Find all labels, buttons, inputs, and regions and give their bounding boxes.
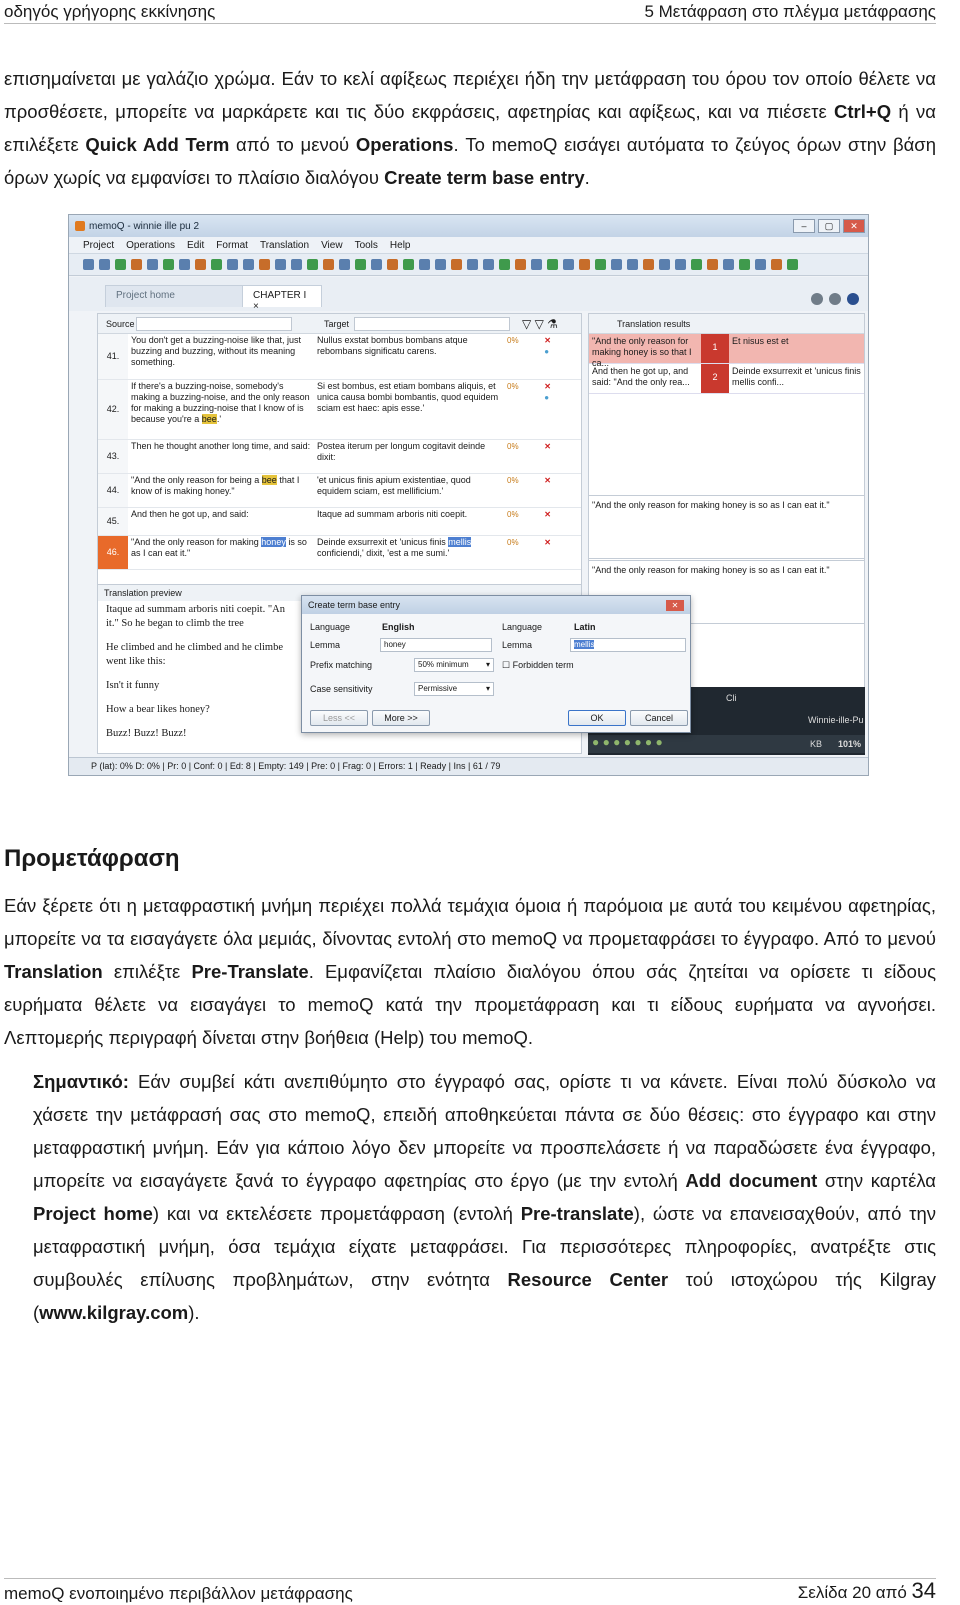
result-preview-a: "And the only reason for making honey is so as I can eat it."	[588, 495, 865, 559]
tab-chapter-i[interactable]	[242, 285, 322, 312]
forbidden-label: Forbidden term	[512, 660, 574, 670]
section-title: Προμετάφραση	[4, 845, 180, 872]
toolbar-icon[interactable]	[339, 259, 350, 270]
toolbar-icon[interactable]	[675, 259, 686, 270]
target-cell[interactable]: Postea iterum per longum cogitavit deinde dixit:	[317, 441, 486, 462]
nav-forward-icon[interactable]	[829, 293, 841, 305]
add-document-command: Add document	[685, 1170, 818, 1191]
result-row[interactable]	[589, 364, 864, 394]
text: επιλέξτε	[102, 961, 192, 982]
toolbar-icon[interactable]	[547, 259, 558, 270]
close-tab-icon[interactable]: ×	[253, 301, 259, 312]
more-button[interactable]: More >>	[372, 710, 430, 726]
match-percent: 0%	[507, 476, 519, 485]
toolbar-icon[interactable]	[227, 259, 238, 270]
table-row[interactable]	[98, 440, 581, 474]
source-cell[interactable]: You don't get a buzzing-noise like that, just buzzing and buzzing, without its meaning something.	[131, 335, 301, 367]
selected-term: honey	[261, 537, 286, 547]
toolbar-icon[interactable]	[403, 259, 414, 270]
source-cell[interactable]: Then he thought another long time, and said:	[131, 441, 311, 451]
toolbar-icon[interactable]	[531, 259, 542, 270]
toolbar-icon[interactable]	[579, 259, 590, 270]
text: . Εμφανίζεται πλαίσιο διαλόγου όπου σάς ζητείται να ορίσετε τι είδους ευρήματα θέλετε να εισαγάγει το memoQ κατά την προμετάφραση και τι είδους ευρήματα να αγνοήσει. Λεπτομερής περιγραφή δίνεται στην βοήθεια (Help) του memoQ.	[4, 961, 936, 1048]
toolbar-icon[interactable]	[451, 259, 462, 270]
target-lemma-input[interactable]	[570, 638, 686, 652]
project-home-tab: Project home	[33, 1203, 153, 1224]
row-number: 43.	[98, 440, 128, 473]
text: . Το memoQ εισάγει αυτόματα το ζεύγος όρων στην βάση όρων χωρίς να εμφανίσει το πλαίσιο διαλόγου	[4, 134, 936, 188]
source-text: is so as I can eat it."	[131, 537, 307, 558]
source-cell[interactable]	[128, 474, 314, 507]
prefix-label: Prefix matching	[310, 660, 373, 670]
match-percent: 0%	[507, 382, 519, 391]
cli-label: Cli	[726, 693, 737, 703]
toolbar-icon[interactable]	[467, 259, 478, 270]
text: ) και να εκτελέσετε προμετάφραση (εντολή	[152, 1203, 521, 1224]
source-language: English	[382, 622, 415, 632]
menu-edit[interactable]: Edit	[187, 239, 205, 251]
target-language-label: Language	[502, 622, 543, 632]
status-icons	[544, 381, 551, 438]
row-status	[504, 380, 554, 439]
toolbar-icon[interactable]	[483, 259, 494, 270]
menu-translation[interactable]: Translation	[259, 239, 310, 251]
toolbar-icon[interactable]	[691, 259, 702, 270]
text: τού ιστοχώρου τής Kilgray (	[33, 1269, 936, 1323]
error-icon: ✕	[544, 538, 551, 547]
source-lemma-input[interactable]: honey	[380, 638, 492, 652]
forbidden-term-checkbox[interactable]: ☐ Forbidden term	[502, 660, 574, 670]
close-icon[interactable]: ✕	[843, 219, 865, 233]
match-percent: 0%	[507, 442, 519, 451]
project-name: Winnie-ille-Pu	[808, 715, 864, 725]
error-icon: ✕	[544, 382, 551, 391]
row-status	[504, 440, 554, 473]
toolbar-icon[interactable]	[787, 259, 798, 270]
pre-translate-command: Pre-translate	[520, 1203, 634, 1224]
toolbar-icon[interactable]	[355, 259, 366, 270]
table-row[interactable]	[98, 508, 581, 536]
toolbar-icon[interactable]	[499, 259, 510, 270]
row-status	[504, 474, 554, 507]
document-tabs	[69, 277, 868, 311]
intro-paragraph	[4, 62, 936, 194]
cancel-button[interactable]: Cancel	[630, 710, 688, 726]
error-icon: ✕	[544, 476, 551, 485]
operations-menu: Operations	[355, 134, 454, 155]
preview-text: He climbed and he climbed and he climbe	[106, 642, 283, 653]
window-title: memoQ - winnie ille pu 2	[89, 220, 200, 232]
prefix-matching-select[interactable]: 50% minimum ▾	[414, 658, 494, 672]
text: Εάν ξέρετε ότι η μεταφραστική μνήμη περιέχει πολλά τεμάχια όμοια ή παρόμοια με αυτά του κειμένου αφετηρίας, μπορείτε να τα εισαγάγετε όλα μεμιάς, δίνοντας εντολή στο memoQ να προμεταφράσει το έγγραφο. Από το μενού	[4, 895, 936, 949]
source-text: "And the only reason for making	[131, 537, 259, 547]
toolbar-icon[interactable]	[707, 259, 718, 270]
match-percent: 0%	[507, 510, 519, 519]
row-number: 46.	[98, 536, 128, 569]
toolbar-icon[interactable]	[611, 259, 622, 270]
menu-operations[interactable]: Operations	[126, 239, 176, 251]
pretranslate-paragraph	[4, 889, 936, 1054]
target-filter-input[interactable]	[354, 317, 510, 331]
preview-title: Translation preview	[98, 585, 581, 601]
source-cell[interactable]	[128, 380, 314, 439]
result-number: 2	[701, 364, 729, 393]
target-text: Deinde exsurrexit et 'unicus finis	[317, 537, 446, 547]
toolbar-icon[interactable]	[419, 259, 430, 270]
row-status	[504, 508, 554, 535]
preview-text: Itaque ad summam arboris niti coepit. "An	[106, 604, 285, 615]
menu-help[interactable]: Help	[389, 239, 411, 251]
text: επισημαίνεται με γαλάζιο χρώμα. Εάν το κελί αφίξεως περιέχει ήδη την μετάφραση του όρου τον οποίο θέλετε να προσθέσετε, μπορείτε να μαρκάρετε και τις δύο εκφράσεις, αφετηρίας και αφίξεως, και να πιέσετε	[4, 68, 936, 122]
app-logo-icon	[75, 221, 85, 231]
toolbar-icon[interactable]	[371, 259, 382, 270]
toolbar-icon[interactable]	[163, 259, 174, 270]
window-titlebar	[69, 215, 868, 237]
kilgray-link[interactable]: www.kilgray.com	[39, 1302, 189, 1323]
toolbar-icon[interactable]	[739, 259, 750, 270]
source-filter-input[interactable]	[136, 317, 292, 331]
grid-column-header	[98, 314, 581, 334]
toolbar-icon[interactable]	[195, 259, 206, 270]
source-cell[interactable]	[128, 536, 314, 569]
comment-icon: ●	[544, 347, 550, 356]
toolbar-icon[interactable]	[659, 259, 670, 270]
result-source: And then he got up, and said: "And the only rea...	[592, 366, 690, 387]
toolbar-icon[interactable]	[275, 259, 286, 270]
footer-left: memoQ ενοποιημένο περιβάλλον μετάφρασης	[4, 1584, 353, 1603]
header-right: 5 Μετάφραση στο πλέγμα μετάφρασης	[644, 1, 936, 21]
toolbar-icon[interactable]	[595, 259, 606, 270]
menu-format[interactable]: Format	[216, 239, 248, 251]
less-button[interactable]: Less <<	[310, 710, 368, 726]
page-footer	[4, 1578, 936, 1604]
text: .	[584, 167, 590, 188]
toolbar-icon[interactable]	[307, 259, 318, 270]
source-text: .'	[216, 414, 222, 424]
ok-button[interactable]: OK	[568, 710, 626, 726]
toolbar-icon[interactable]	[627, 259, 638, 270]
toolbar-icon[interactable]	[131, 259, 142, 270]
page-label: Σελίδα 20 από	[797, 1583, 912, 1602]
target-text: conficiendi,' dixit, 'est a me sumi.'	[317, 548, 450, 558]
shortcut-ctrl-q: Ctrl+Q	[834, 101, 892, 122]
toolbar	[69, 254, 868, 276]
quick-add-term: Quick Add Term	[85, 134, 230, 155]
row-number: 42.	[98, 380, 128, 439]
term-highlight: bee	[261, 475, 277, 485]
zoom-level: 101%	[838, 739, 862, 749]
toolbar-icon[interactable]	[99, 259, 110, 270]
source-text: If there's a buzzing-noise, somebody's making a buzzing-noise, and the only reason for making a buzzing-noise that I know of is because you're a	[131, 381, 310, 424]
text: στην καρτέλα	[817, 1170, 936, 1191]
toolbar-icon[interactable]	[83, 259, 94, 270]
filter-icon[interactable]: ▽ ▽ ⚗	[522, 316, 558, 331]
result-preview-b: "And the only reason for making honey is so as I can eat it."	[588, 560, 865, 624]
create-term-dialog	[301, 595, 691, 733]
target-cell[interactable]: 'et unicus finis apium existentiae, quod equidem sciam, est mellificium.'	[317, 475, 471, 496]
total-pages: 34	[911, 1578, 936, 1603]
preview-line: How a bear likes honey?	[106, 704, 210, 715]
target-label: Target	[324, 318, 350, 329]
toolbar-icon[interactable]	[515, 259, 526, 270]
match-percent: 0%	[507, 336, 519, 345]
nav-back-icon[interactable]	[811, 293, 823, 305]
dialog-close-icon[interactable]: ✕	[666, 600, 684, 611]
term-highlight: bee	[201, 414, 217, 424]
text: ή να επιλέξετε	[4, 101, 936, 155]
toolbar-icon[interactable]	[115, 259, 126, 270]
comment-icon: ●	[544, 393, 550, 402]
result-row[interactable]	[589, 334, 864, 368]
selected-term: mellis	[448, 537, 472, 547]
toolbar-icon[interactable]	[563, 259, 574, 270]
translation-menu: Translation	[4, 961, 103, 982]
kb-label: KB	[810, 739, 823, 749]
preview-text: went like this:	[106, 656, 166, 667]
target-lemma-label: Lemma	[502, 640, 533, 650]
result-source: "And the only reason for making honey is so that I ca...	[592, 336, 692, 368]
error-icon: ✕	[544, 510, 551, 519]
error-icon: ✕	[544, 336, 551, 345]
text: ).	[188, 1302, 200, 1323]
preview-line: Buzz! Buzz! Buzz!	[106, 728, 187, 739]
target-cell[interactable]: Itaque ad summam arboris niti coepit.	[317, 509, 468, 519]
target-cell[interactable]	[314, 536, 504, 569]
tab-label: CHAPTER I	[253, 290, 307, 301]
match-percent: 0%	[507, 538, 519, 547]
menu-project[interactable]: Project	[83, 239, 115, 251]
status-bar: P (lat): 0% D: 0% | Pr: 0 | Conf: 0 | Ed: 8 | Empty: 149 | Pre: 0 | Frag: 0 | Errors: 1 | Ready | Ins | 61 / 79	[69, 757, 868, 775]
target-language: Latin	[574, 622, 596, 632]
results-title: Translation results	[589, 314, 864, 334]
target-lemma-value: mellis	[574, 640, 595, 649]
case-label: Case sensitivity	[310, 684, 373, 694]
nav-menu-icon[interactable]	[847, 293, 859, 305]
source-label: Source	[106, 318, 135, 329]
maximize-icon[interactable]: ▢	[818, 219, 840, 233]
toolbar-icon[interactable]	[147, 259, 158, 270]
menubar	[69, 237, 868, 254]
status-icons	[544, 335, 551, 378]
row-number: 41.	[98, 334, 128, 379]
important-paragraph	[33, 1065, 936, 1329]
toolbar-icon[interactable]	[211, 259, 222, 270]
row-status	[504, 334, 554, 379]
toolbar-icon[interactable]	[755, 259, 766, 270]
source-text: that I know of is making honey."	[131, 475, 300, 496]
table-row[interactable]	[98, 380, 581, 440]
preview-text: it." So he began to climb the tree	[106, 618, 244, 629]
toolbar-icon[interactable]	[387, 259, 398, 270]
tab-project-home[interactable]: Project home	[105, 285, 251, 307]
case-sensitivity-select[interactable]: Permissive ▾	[414, 682, 494, 696]
resource-center: Resource Center	[507, 1269, 669, 1290]
text: Εάν συμβεί κάτι ανεπιθύμητο στο έγγραφό σας, ορίστε τι να κάνετε. Είναι πολύ δύσκολο να χάσετε την μετάφρασή σας στο memoQ, επειδή αποθηκεύεται πάντα σε δύο θέσεις: στο έγγραφο και στην μεταφραστική μνήμη. Εάν για κάποιο λόγο δεν μπορείτε να προσπελάσετε ή να παραδώσετε ένα έγγραφο, μπορείτε να εισαγάγετε ξανά το έγγραφο αφετηρίας στο έργο (με την εντολή	[33, 1071, 936, 1191]
toolbar-icon[interactable]	[643, 259, 654, 270]
dialog-title: Create term base entry	[308, 600, 401, 610]
preview-line: Isn't it funny	[106, 680, 160, 691]
menu-view[interactable]: View	[321, 239, 343, 251]
toolbar-icon[interactable]	[179, 259, 190, 270]
toolbar-icon[interactable]	[291, 259, 302, 270]
menu-tools[interactable]: Tools	[354, 239, 378, 251]
lemma-label: Lemma	[310, 640, 341, 650]
create-term-base-entry: Create term base entry	[384, 167, 585, 188]
toolbar-icon[interactable]	[723, 259, 734, 270]
minimize-icon[interactable]: –	[793, 219, 815, 233]
pre-translate-command: Pre-Translate	[191, 961, 309, 982]
row-number: 44.	[98, 474, 128, 507]
row-status	[504, 536, 554, 569]
text: ), ώστε να επανεισαχθούν, από την μεταφραστική μνήμη, όσα τεμάχια είχατε μεταφράσει. Για περισσότερες πληροφορίες, ανατρέξτε στις συμβουλές επίλυσης προβλημάτων, στην ενότητα	[33, 1203, 937, 1290]
header-left: οδηγός γρήγορης εκκίνησης	[4, 1, 216, 21]
dialog-titlebar	[302, 596, 690, 614]
result-target: Et nisus est et	[729, 334, 864, 363]
table-row[interactable]	[98, 474, 581, 508]
important-label: Σημαντικό:	[33, 1071, 129, 1092]
toolbar-icon[interactable]	[435, 259, 446, 270]
toolbar-icon[interactable]	[771, 259, 782, 270]
table-row-active[interactable]	[98, 536, 581, 570]
result-number: 1	[701, 334, 729, 363]
source-text: "And the only reason for being a	[131, 475, 260, 485]
result-target: Deinde exsurrexit et 'unicus finis mellis confi...	[732, 366, 861, 387]
translation-grid	[97, 313, 582, 590]
toolbar-icon[interactable]	[243, 259, 254, 270]
media-controls[interactable]: ● ● ● ● ● ● ●	[588, 735, 865, 753]
toolbar-icon[interactable]	[323, 259, 334, 270]
target-cell[interactable]: Si est bombus, est etiam bombans aliquis, et unica causa bombi bombantis, quod equidem sciam est haec: apis esse.'	[317, 381, 499, 413]
row-number: 45.	[98, 508, 128, 535]
language-label: Language	[310, 622, 351, 632]
table-row[interactable]	[98, 334, 581, 380]
memoq-screenshot	[68, 214, 869, 776]
error-icon: ✕	[544, 442, 551, 451]
target-cell[interactable]: Nullus exstat bombus bombans atque rebombans significatu carens.	[317, 335, 468, 356]
page-header	[4, 0, 936, 24]
text: από το μενού	[229, 134, 356, 155]
toolbar-icon[interactable]	[259, 259, 270, 270]
source-cell[interactable]: And then he got up, and said:	[131, 509, 249, 519]
page-number	[798, 1578, 936, 1604]
